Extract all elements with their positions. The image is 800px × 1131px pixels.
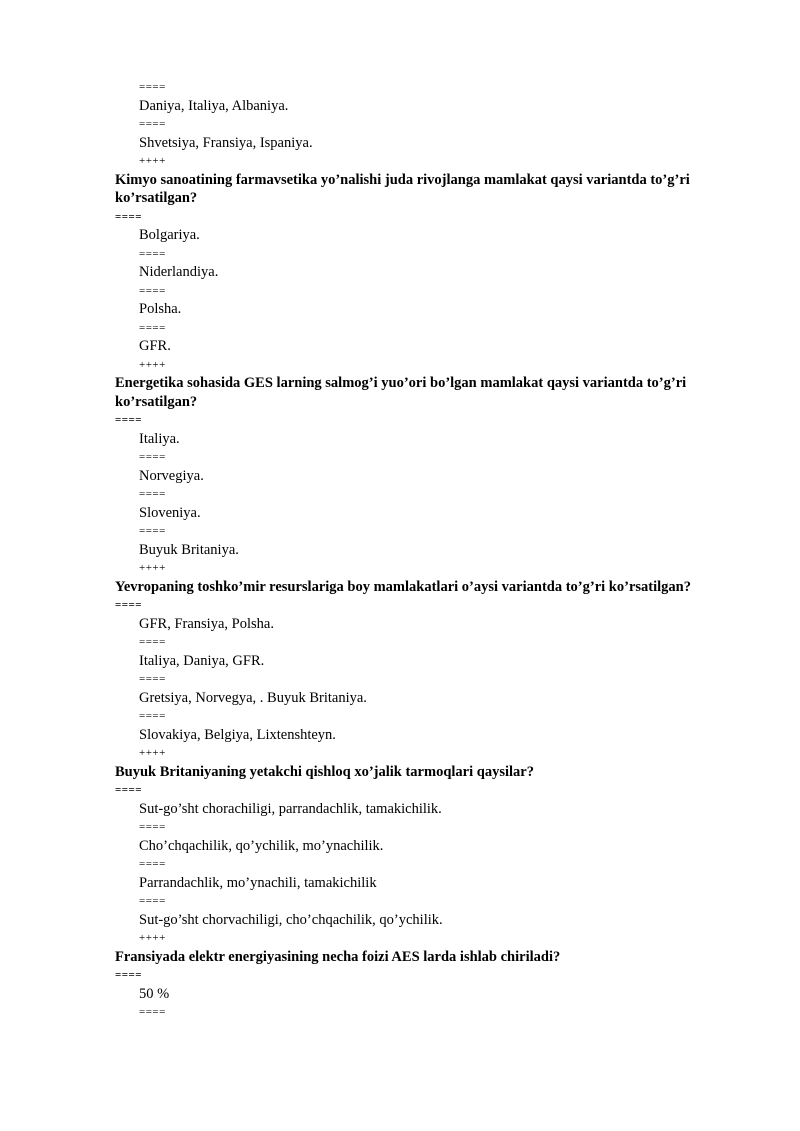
answer-option: Sloveniya.: [139, 504, 201, 521]
answer-separator: ====: [139, 81, 166, 93]
answer-separator: ====: [139, 525, 166, 537]
answer-separator: ====: [139, 1006, 166, 1018]
answer-option: Gretsiya, Norvegya, . Buyuk Britaniya.: [139, 689, 367, 706]
answer-option: Parrandachlik, mo’ynachili, tamakichilik: [139, 874, 377, 891]
question-text: Kimyo sanoatining farmavsetika yo’nalishi juda rivojlanga mamlakat qaysi variantda to’g’ri ko’rsatilgan?: [115, 171, 690, 206]
answer-separator: ====: [139, 118, 166, 130]
question-text: Yevropaning toshko’mir resurslariga boy mamlakatlari o’aysi variantda to’g’ri ko’rsatilgan?: [115, 578, 691, 595]
answer-separator: ====: [139, 821, 166, 833]
answer-option: Italiya, Daniya, GFR.: [139, 652, 265, 669]
question-text: Fransiyada elektr energiyasining necha foizi AES larda ishlab chiriladi?: [115, 948, 561, 965]
answer-option: Polsha.: [139, 301, 182, 317]
end-marker: ++++: [139, 562, 166, 574]
document-page: [0, 78, 800, 1022]
question-separator: ====: [115, 414, 143, 426]
question-separator: ====: [115, 210, 143, 223]
answer-option: Italiya.: [139, 430, 180, 447]
answer-option: Norvegiya.: [139, 467, 204, 484]
answer-separator: ====: [139, 710, 166, 722]
answer-separator: ====: [139, 451, 166, 463]
question-text: Energetika sohasida GES larning salmog’i yuo’ori bo’lgan mamlakat qaysi variantda to’g’ri ko’rsatilgan?: [115, 375, 687, 410]
answer-separator: ====: [139, 895, 166, 907]
end-marker: ++++: [139, 932, 166, 944]
answer-separator: ====: [139, 673, 166, 685]
answer-separator: ====: [139, 247, 166, 260]
question-text: Buyuk Britaniyaning yetakchi qishloq xo’jalik tarmoqlari qaysilar?: [115, 763, 534, 780]
answer-separator: ====: [139, 488, 166, 500]
answer-option: Slovakiya, Belgiya, Lixtenshteyn.: [139, 726, 336, 743]
answer-separator: ====: [139, 321, 166, 334]
question-separator: ====: [115, 784, 143, 796]
answer-separator: ====: [139, 636, 166, 648]
end-marker: ++++: [139, 358, 166, 371]
end-marker: ++++: [139, 155, 166, 167]
answer-option: Niderlandiya.: [139, 264, 219, 280]
answer-option: Bolgariya.: [139, 227, 200, 243]
answer-option: Sut-go’sht chorvachiligi, cho’chqachilik, qo’ychilik.: [139, 911, 443, 928]
question-separator: ====: [115, 969, 143, 981]
answer-option: GFR, Fransiya, Polsha.: [139, 615, 274, 632]
answer-option: Cho’chqachilik, qo’ychilik, mo’ynachilik.: [139, 837, 384, 854]
answer-separator: ====: [139, 858, 166, 870]
answer-option: Sut-go’sht chorachiligi, parrandachlik, tamakichilik.: [139, 800, 442, 817]
answer-separator: ====: [139, 284, 166, 297]
end-marker: ++++: [139, 747, 166, 759]
answer-option: 50 %: [139, 985, 170, 1002]
answer-option: Buyuk Britaniya.: [139, 541, 239, 558]
answer-option: Daniya, Italiya, Albaniya.: [139, 97, 289, 114]
question-separator: ====: [115, 599, 143, 611]
answer-option: GFR.: [139, 338, 171, 354]
answer-option: Shvetsiya, Fransiya, Ispaniya.: [139, 134, 313, 151]
